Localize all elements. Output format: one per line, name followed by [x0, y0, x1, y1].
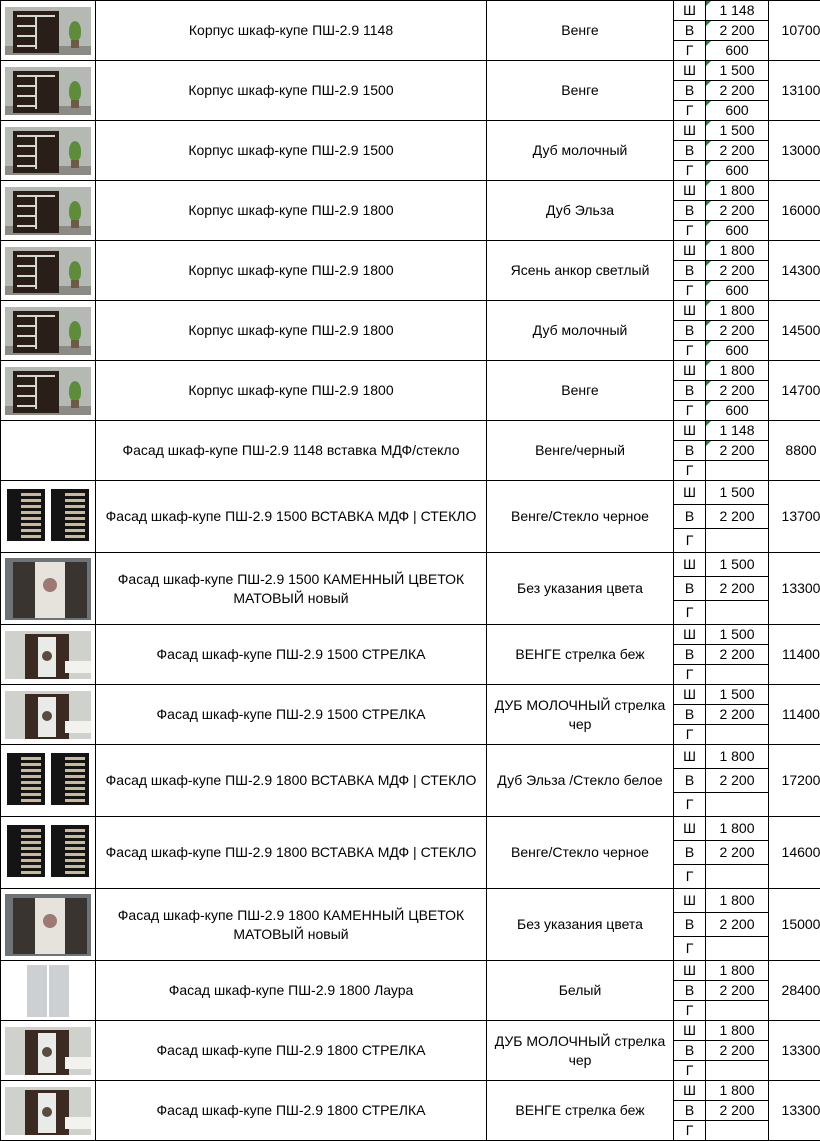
- table-row: [1, 1, 820, 21]
- dimension-label: Ш: [674, 421, 706, 441]
- product-image-cell: [1, 745, 96, 817]
- cell-comment-marker: [706, 41, 711, 46]
- wardrobe-facade-photo: [5, 1087, 91, 1135]
- dimension-value-text: 2 200: [719, 1042, 755, 1058]
- product-price: 14500: [769, 301, 820, 361]
- dimension-value: [706, 81, 769, 101]
- dimension-value-text: 2 200: [719, 916, 755, 932]
- product-image-cell: [1, 1081, 96, 1141]
- dimension-value-text: 1 500: [719, 626, 755, 642]
- dimension-value: [706, 1041, 769, 1061]
- table-row: [1, 685, 820, 705]
- cell-comment-marker: [706, 241, 711, 246]
- dimension-value: [706, 361, 769, 381]
- dimension-value: [706, 817, 769, 841]
- dimension-label: В: [674, 81, 706, 101]
- dimension-value: [706, 725, 769, 745]
- dimension-value-text: 600: [725, 42, 749, 58]
- dimension-value: [706, 553, 769, 577]
- cell-comment-marker: [706, 141, 711, 146]
- dimension-value: [706, 301, 769, 321]
- table-row: [1, 745, 820, 769]
- product-name: Корпус шкаф-купе ПШ-2.9 1800: [96, 181, 487, 241]
- product-name: Фасад шкаф-купе ПШ-2.9 1800 ВСТАВКА МДФ | СТЕКЛО: [96, 817, 487, 889]
- dimension-label: В: [674, 913, 706, 937]
- dimension-value: [706, 161, 769, 181]
- dimension-value-text: 600: [725, 102, 749, 118]
- dimension-value-text: 2 200: [719, 646, 755, 662]
- dimension-value: [706, 529, 769, 553]
- dimension-value: [706, 221, 769, 241]
- dimension-label: В: [674, 577, 706, 601]
- product-price: 11400: [769, 625, 820, 685]
- product-price: 14700: [769, 361, 820, 421]
- dimension-value-text: 1 800: [719, 748, 755, 764]
- dimension-label: В: [674, 645, 706, 665]
- dimension-value-text: 600: [725, 342, 749, 358]
- dimension-value-text: 1 800: [719, 362, 755, 378]
- dimension-value: [706, 101, 769, 121]
- cell-comment-marker: [706, 401, 711, 406]
- product-price: 13300: [769, 1081, 820, 1141]
- table-row: [1, 817, 820, 841]
- dimension-label: Ш: [674, 301, 706, 321]
- dimension-value: [706, 181, 769, 201]
- dimension-value-text: 2 200: [719, 706, 755, 722]
- product-color: Дуб Эльза: [487, 181, 674, 241]
- cell-comment-marker: [706, 201, 711, 206]
- dimension-value-text: 1 800: [719, 242, 755, 258]
- dimension-label: В: [674, 981, 706, 1001]
- dimension-value-text: 1 800: [719, 1022, 755, 1038]
- dimension-value: [706, 241, 769, 261]
- table-row: [1, 241, 820, 261]
- dimension-value: [706, 401, 769, 421]
- table-row: [1, 481, 820, 505]
- product-name: Фасад шкаф-купе ПШ-2.9 1800 ВСТАВКА МДФ | СТЕКЛО: [96, 745, 487, 817]
- dimension-value-text: 1 800: [719, 962, 755, 978]
- wardrobe-photo: [5, 367, 91, 415]
- cell-comment-marker: [706, 61, 711, 66]
- product-name: Корпус шкаф-купе ПШ-2.9 1148: [96, 1, 487, 61]
- cell-comment-marker: [706, 421, 711, 426]
- product-name: Корпус шкаф-купе ПШ-2.9 1800: [96, 301, 487, 361]
- dimension-label: В: [674, 141, 706, 161]
- dimension-label: В: [674, 321, 706, 341]
- table-row: [1, 421, 820, 441]
- product-image-cell: [1, 961, 96, 1021]
- product-color: Дуб молочный: [487, 301, 674, 361]
- dimension-value-text: 600: [725, 162, 749, 178]
- wardrobe-facade-photo: [5, 691, 91, 739]
- dimension-value-text: 2 200: [719, 22, 755, 38]
- dimension-label: В: [674, 21, 706, 41]
- dimension-label: В: [674, 261, 706, 281]
- dimension-label: Г: [674, 937, 706, 961]
- wardrobe-photo: [5, 247, 91, 295]
- dimension-value: [706, 481, 769, 505]
- product-image-cell: [1, 1, 96, 61]
- cell-comment-marker: [706, 281, 711, 286]
- dimension-value: [706, 441, 769, 461]
- table-row: [1, 361, 820, 381]
- dimension-value: [706, 505, 769, 529]
- product-color: Без указания цвета: [487, 553, 674, 625]
- dimension-value: [706, 41, 769, 61]
- dimension-value: [706, 341, 769, 361]
- dimension-label: Ш: [674, 361, 706, 381]
- dimension-value: [706, 961, 769, 981]
- dimension-value: [706, 281, 769, 301]
- dimension-label: Г: [674, 41, 706, 61]
- dimension-label: Ш: [674, 481, 706, 505]
- product-name: Корпус шкаф-купе ПШ-2.9 1500: [96, 61, 487, 121]
- wardrobe-photo: [5, 307, 91, 355]
- product-color: Ясень анкор светлый: [487, 241, 674, 301]
- dimension-label: Г: [674, 601, 706, 625]
- dimension-value: [706, 913, 769, 937]
- wardrobe-facade-photo: [5, 631, 91, 679]
- wardrobe-facade-photo: [5, 487, 91, 547]
- product-color: Дуб молочный: [487, 121, 674, 181]
- wardrobe-facade-photo: [5, 963, 91, 1019]
- dimension-value: [706, 461, 769, 481]
- dimension-value-text: 2 200: [719, 322, 755, 338]
- product-image-cell: [1, 889, 96, 961]
- cell-comment-marker: [706, 361, 711, 366]
- dimension-label: В: [674, 841, 706, 865]
- product-color: ДУБ МОЛОЧНЫЙ стрелка чер: [487, 1021, 674, 1081]
- dimension-label: Г: [674, 793, 706, 817]
- wardrobe-facade-photo: [5, 823, 91, 883]
- dimension-label: Ш: [674, 181, 706, 201]
- wardrobe-photo: [5, 187, 91, 235]
- product-name: Фасад шкаф-купе ПШ-2.9 1800 Лаура: [96, 961, 487, 1021]
- dimension-value-text: 1 500: [719, 62, 755, 78]
- product-image-cell: [1, 361, 96, 421]
- dimension-value-text: 600: [725, 282, 749, 298]
- dimension-value-text: 600: [725, 222, 749, 238]
- product-image-cell: [1, 61, 96, 121]
- dimension-label: Г: [674, 529, 706, 553]
- product-image-cell: [1, 685, 96, 745]
- cell-comment-marker: [706, 181, 711, 186]
- dimension-value: [706, 769, 769, 793]
- cell-comment-marker: [706, 101, 711, 106]
- table-row: [1, 301, 820, 321]
- dimension-value-text: 2 200: [719, 772, 755, 788]
- table-row: [1, 553, 820, 577]
- cell-comment-marker: [706, 341, 711, 346]
- dimension-label: Г: [674, 461, 706, 481]
- product-image-cell: [1, 817, 96, 889]
- dimension-value: [706, 645, 769, 665]
- product-name: Фасад шкаф-купе ПШ-2.9 1500 ВСТАВКА МДФ | СТЕКЛО: [96, 481, 487, 553]
- product-name: Фасад шкаф-купе ПШ-2.9 1500 СТРЕЛКА: [96, 625, 487, 685]
- dimension-value-text: 1 500: [719, 122, 755, 138]
- dimension-value-text: 1 500: [719, 484, 755, 500]
- dimension-value: [706, 1021, 769, 1041]
- wardrobe-facade-photo: [5, 558, 91, 620]
- dimension-value: [706, 1001, 769, 1021]
- dimension-value-text: 2 200: [719, 262, 755, 278]
- product-image-cell: [1, 625, 96, 685]
- table-row: [1, 121, 820, 141]
- dimension-value: [706, 1101, 769, 1121]
- dimension-value: [706, 625, 769, 645]
- cell-comment-marker: [706, 301, 711, 306]
- dimension-label: Г: [674, 865, 706, 889]
- dimension-value: [706, 201, 769, 221]
- dimension-value: [706, 937, 769, 961]
- dimension-value-text: 2 200: [719, 982, 755, 998]
- dimension-label: В: [674, 381, 706, 401]
- dimension-value: [706, 1081, 769, 1101]
- cell-comment-marker: [706, 1, 711, 6]
- product-price: 13300: [769, 1021, 820, 1081]
- dimension-value: [706, 141, 769, 161]
- table-row: [1, 625, 820, 645]
- dimension-value-text: 1 800: [719, 1082, 755, 1098]
- product-color: Венге/Стекло черное: [487, 481, 674, 553]
- product-name: Корпус шкаф-купе ПШ-2.9 1500: [96, 121, 487, 181]
- product-color: Без указания цвета: [487, 889, 674, 961]
- product-price: 28400: [769, 961, 820, 1021]
- dimension-label: Ш: [674, 889, 706, 913]
- dimension-value-text: 2 200: [719, 82, 755, 98]
- dimension-label: Г: [674, 161, 706, 181]
- dimension-value-text: 1 800: [719, 820, 755, 836]
- dimension-value: [706, 381, 769, 401]
- product-color: Венге/Стекло черное: [487, 817, 674, 889]
- table-row: [1, 1081, 820, 1101]
- dimension-value: [706, 685, 769, 705]
- dimension-label: В: [674, 441, 706, 461]
- dimension-value-text: 1 148: [719, 2, 755, 18]
- dimension-label: Г: [674, 1061, 706, 1081]
- product-image-cell: [1, 1021, 96, 1081]
- product-color: ВЕНГЕ стрелка беж: [487, 625, 674, 685]
- dimension-value: [706, 21, 769, 41]
- dimension-value-text: 1 148: [719, 422, 755, 438]
- product-price: 14300: [769, 241, 820, 301]
- product-name: Корпус шкаф-купе ПШ-2.9 1800: [96, 361, 487, 421]
- product-price: 13700: [769, 481, 820, 553]
- wardrobe-photo: [5, 127, 91, 175]
- dimension-value-text: 2 200: [719, 202, 755, 218]
- dimension-value: [706, 421, 769, 441]
- cell-comment-marker: [706, 81, 711, 86]
- dimension-label: Г: [674, 401, 706, 421]
- product-name: Фасад шкаф-купе ПШ-2.9 1500 СТРЕЛКА: [96, 685, 487, 745]
- dimension-value: [706, 601, 769, 625]
- dimension-value-text: 2 200: [719, 580, 755, 596]
- table-row: [1, 61, 820, 81]
- dimension-label: В: [674, 1101, 706, 1121]
- product-price: 10700: [769, 1, 820, 61]
- product-color: Белый: [487, 961, 674, 1021]
- product-color: ДУБ МОЛОЧНЫЙ стрелка чер: [487, 685, 674, 745]
- dimension-label: В: [674, 1041, 706, 1061]
- product-name: Фасад шкаф-купе ПШ-2.9 1800 СТРЕЛКА: [96, 1081, 487, 1141]
- dimension-value: [706, 1121, 769, 1141]
- table-row: [1, 961, 820, 981]
- dimension-value: [706, 841, 769, 865]
- product-image-cell: [1, 181, 96, 241]
- dimension-value: [706, 1061, 769, 1081]
- wardrobe-photo: [5, 67, 91, 115]
- product-name: Фасад шкаф-купе ПШ-2.9 1800 КАМЕННЫЙ ЦВЕТОК МАТОВЫЙ новый: [96, 889, 487, 961]
- dimension-label: Ш: [674, 745, 706, 769]
- dimension-value: [706, 981, 769, 1001]
- dimension-label: Ш: [674, 241, 706, 261]
- dimension-label: Ш: [674, 625, 706, 645]
- table-row: [1, 1021, 820, 1041]
- dimension-value-text: 2 200: [719, 508, 755, 524]
- product-image-cell: [1, 481, 96, 553]
- dimension-label: В: [674, 769, 706, 793]
- wardrobe-photo: [5, 7, 91, 55]
- dimension-value-text: 1 500: [719, 556, 755, 572]
- dimension-value-text: 2 200: [719, 1102, 755, 1118]
- dimension-value: [706, 577, 769, 601]
- cell-comment-marker: [706, 261, 711, 266]
- product-color: Дуб Эльза /Стекло белое: [487, 745, 674, 817]
- dimension-label: Г: [674, 1121, 706, 1141]
- dimension-label: Ш: [674, 121, 706, 141]
- dimension-value: [706, 321, 769, 341]
- dimension-value: [706, 1, 769, 21]
- table-row: [1, 889, 820, 913]
- dimension-label: Г: [674, 725, 706, 745]
- product-price: 11400: [769, 685, 820, 745]
- dimension-label: Г: [674, 101, 706, 121]
- product-price: 15000: [769, 889, 820, 961]
- product-image-cell: [1, 121, 96, 181]
- dimension-value-text: 1 800: [719, 302, 755, 318]
- product-color: Венге/черный: [487, 421, 674, 481]
- product-image-cell: [1, 553, 96, 625]
- cell-comment-marker: [706, 381, 711, 386]
- cell-comment-marker: [706, 321, 711, 326]
- dimension-label: Г: [674, 221, 706, 241]
- product-image-cell: [1, 241, 96, 301]
- product-color: Венге: [487, 361, 674, 421]
- dimension-value: [706, 665, 769, 685]
- product-image-cell: [1, 421, 96, 481]
- product-price: 17200: [769, 745, 820, 817]
- dimension-value-text: 2 200: [719, 844, 755, 860]
- dimension-value-text: 2 200: [719, 442, 755, 458]
- dimension-label: Ш: [674, 1081, 706, 1101]
- product-price: 13000: [769, 121, 820, 181]
- product-color: Венге: [487, 1, 674, 61]
- dimension-value-text: 1 500: [719, 686, 755, 702]
- wardrobe-facade-photo: [5, 751, 91, 811]
- dimension-value: [706, 705, 769, 725]
- dimension-label: Г: [674, 1001, 706, 1021]
- cell-comment-marker: [706, 161, 711, 166]
- dimension-value: [706, 889, 769, 913]
- product-price: 16000: [769, 181, 820, 241]
- product-price: 8800: [769, 421, 820, 481]
- dimension-value: [706, 61, 769, 81]
- dimension-value: [706, 745, 769, 769]
- product-name: Фасад шкаф-купе ПШ-2.9 1800 СТРЕЛКА: [96, 1021, 487, 1081]
- dimension-label: Г: [674, 665, 706, 685]
- dimension-label: Ш: [674, 817, 706, 841]
- dimension-value-text: 600: [725, 402, 749, 418]
- cell-comment-marker: [706, 21, 711, 26]
- wardrobe-facade-photo: [5, 1027, 91, 1075]
- dimension-label: Ш: [674, 1, 706, 21]
- dimension-label: Ш: [674, 685, 706, 705]
- cell-comment-marker: [706, 221, 711, 226]
- product-name: Корпус шкаф-купе ПШ-2.9 1800: [96, 241, 487, 301]
- dimension-value-text: 1 800: [719, 182, 755, 198]
- product-price: 13300: [769, 553, 820, 625]
- product-name: Фасад шкаф-купе ПШ-2.9 1148 вставка МДФ/стекло: [96, 421, 487, 481]
- cell-comment-marker: [706, 441, 711, 446]
- product-name: Фасад шкаф-купе ПШ-2.9 1500 КАМЕННЫЙ ЦВЕТОК МАТОВЫЙ новый: [96, 553, 487, 625]
- wardrobe-facade-photo: [5, 894, 91, 956]
- product-color: Венге: [487, 61, 674, 121]
- dimension-value: [706, 793, 769, 817]
- dimension-label: Ш: [674, 1021, 706, 1041]
- dimension-label: В: [674, 705, 706, 725]
- dimension-value-text: 2 200: [719, 382, 755, 398]
- product-image-cell: [1, 301, 96, 361]
- dimension-label: В: [674, 505, 706, 529]
- table-row: [1, 181, 820, 201]
- price-table-body: [1, 1, 820, 1141]
- product-color: ВЕНГЕ стрелка беж: [487, 1081, 674, 1141]
- product-price: 13100: [769, 61, 820, 121]
- dimension-value: [706, 121, 769, 141]
- dimension-label: В: [674, 201, 706, 221]
- dimension-value: [706, 261, 769, 281]
- product-price: 14600: [769, 817, 820, 889]
- dimension-value-text: 1 800: [719, 892, 755, 908]
- dimension-label: Ш: [674, 61, 706, 81]
- cell-comment-marker: [706, 121, 711, 126]
- dimension-label: Г: [674, 281, 706, 301]
- dimension-label: Ш: [674, 553, 706, 577]
- dimension-value: [706, 865, 769, 889]
- dimension-label: Ш: [674, 961, 706, 981]
- dimension-label: Г: [674, 341, 706, 361]
- dimension-value-text: 2 200: [719, 142, 755, 158]
